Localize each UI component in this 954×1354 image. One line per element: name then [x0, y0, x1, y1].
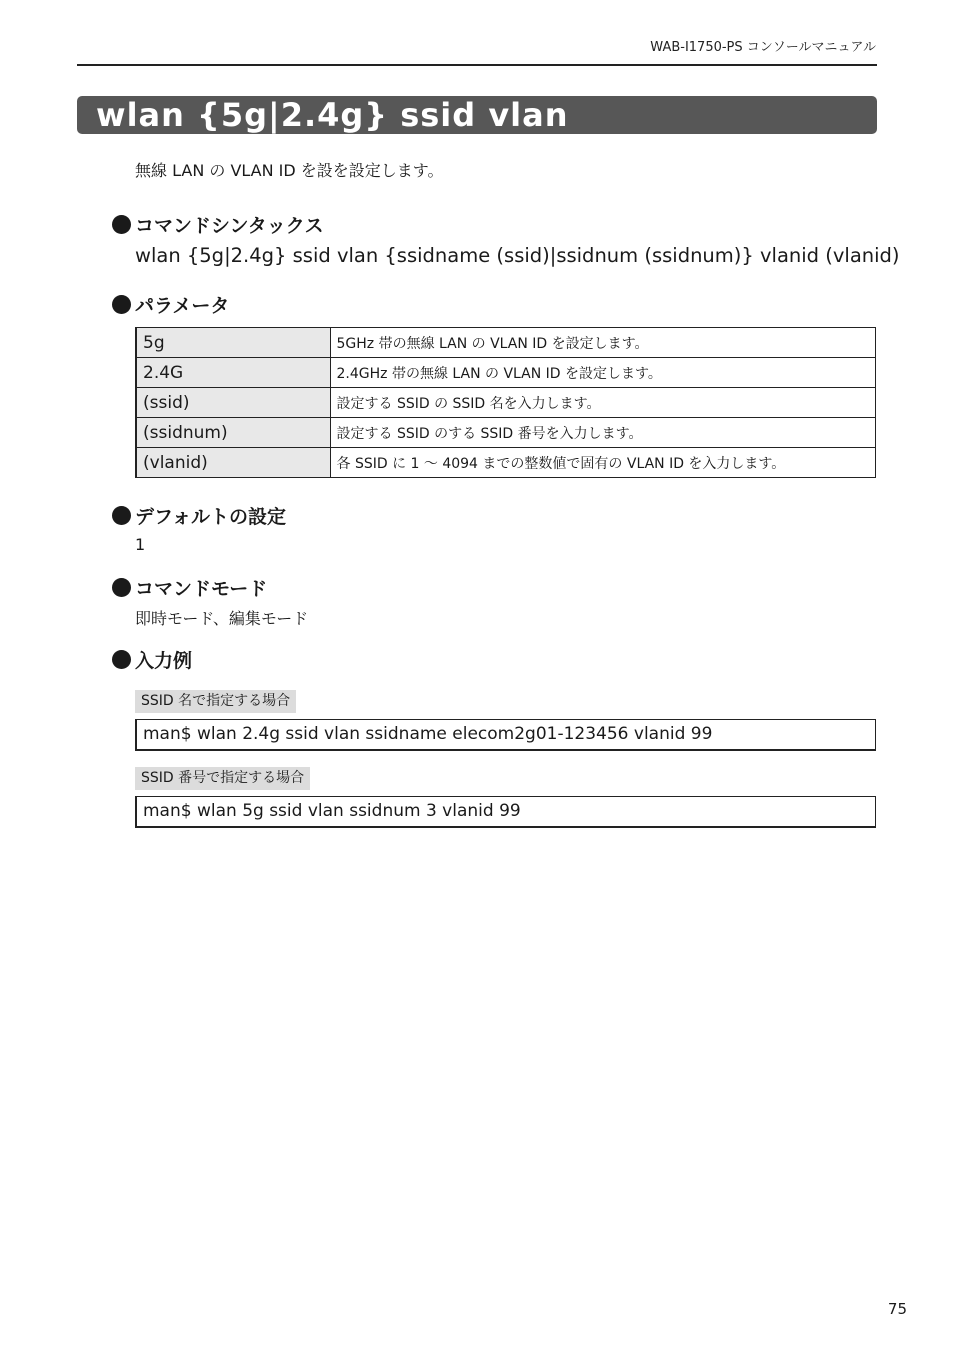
param-name: (ssid) — [136, 388, 330, 418]
default-value: 1 — [135, 535, 146, 554]
syntax-text: wlan {5g|2.4g} ssid vlan {ssidname (ssid)|ssidnum (ssidnum)} vlanid (vlanid) — [135, 244, 900, 267]
table-row — [136, 328, 876, 358]
default-heading — [112, 502, 286, 529]
param-name: 5g — [136, 328, 330, 358]
examples-heading-label: 入力例 — [135, 650, 193, 672]
example-label: SSID 名で指定する場合 — [135, 690, 296, 713]
bullet-icon — [112, 215, 131, 234]
bullet-icon — [112, 578, 131, 597]
table-row — [136, 358, 876, 388]
mode-heading-label: コマンドモード — [135, 578, 268, 600]
params-heading-label: パラメータ — [135, 295, 230, 317]
default-heading-label: デフォルトの設定 — [135, 506, 287, 528]
syntax-heading-label: コマンドシンタックス — [135, 215, 324, 237]
param-desc: 2.4GHz 帯の無線 LAN の VLAN ID を設定します。 — [330, 358, 876, 388]
param-desc: 各 SSID に 1 〜 4094 までの整数値で固有の VLAN ID を入力します。 — [330, 448, 876, 478]
param-name: (vlanid) — [136, 448, 330, 478]
mode-heading — [112, 574, 267, 601]
example-code: man$ wlan 5g ssid vlan ssidnum 3 vlanid 99 — [135, 796, 876, 828]
command-title-bar — [77, 96, 877, 134]
example-label: SSID 番号で指定する場合 — [135, 767, 310, 790]
bullet-icon — [112, 506, 131, 525]
param-desc: 5GHz 帯の無線 LAN の VLAN ID を設定します。 — [330, 328, 876, 358]
manual-title: WAB-I1750-PS コンソールマニュアル — [650, 40, 876, 55]
example-code: man$ wlan 2.4g ssid vlan ssidname elecom2g01-123456 vlanid 99 — [135, 719, 876, 751]
table-row — [136, 418, 876, 448]
page-number: 75 — [887, 1300, 907, 1318]
param-name: (ssidnum) — [136, 418, 330, 448]
mode-value: 即時モード、編集モード — [135, 609, 309, 628]
syntax-heading — [112, 211, 324, 238]
bullet-icon — [112, 650, 131, 669]
command-title: wlan {5g|2.4g} ssid vlan — [96, 96, 569, 134]
parameter-table — [135, 327, 876, 478]
intro-text: 無線 LAN の VLAN ID を設を設定します。 — [135, 161, 444, 180]
param-desc: 設定する SSID のする SSID 番号を入力します。 — [330, 418, 876, 448]
bullet-icon — [112, 295, 131, 314]
param-desc: 設定する SSID の SSID 名を入力します。 — [330, 388, 876, 418]
param-name: 2.4G — [136, 358, 330, 388]
table-row — [136, 448, 876, 478]
params-heading — [112, 291, 229, 318]
header-rule — [77, 64, 877, 66]
examples-heading — [112, 646, 192, 673]
table-row — [136, 388, 876, 418]
